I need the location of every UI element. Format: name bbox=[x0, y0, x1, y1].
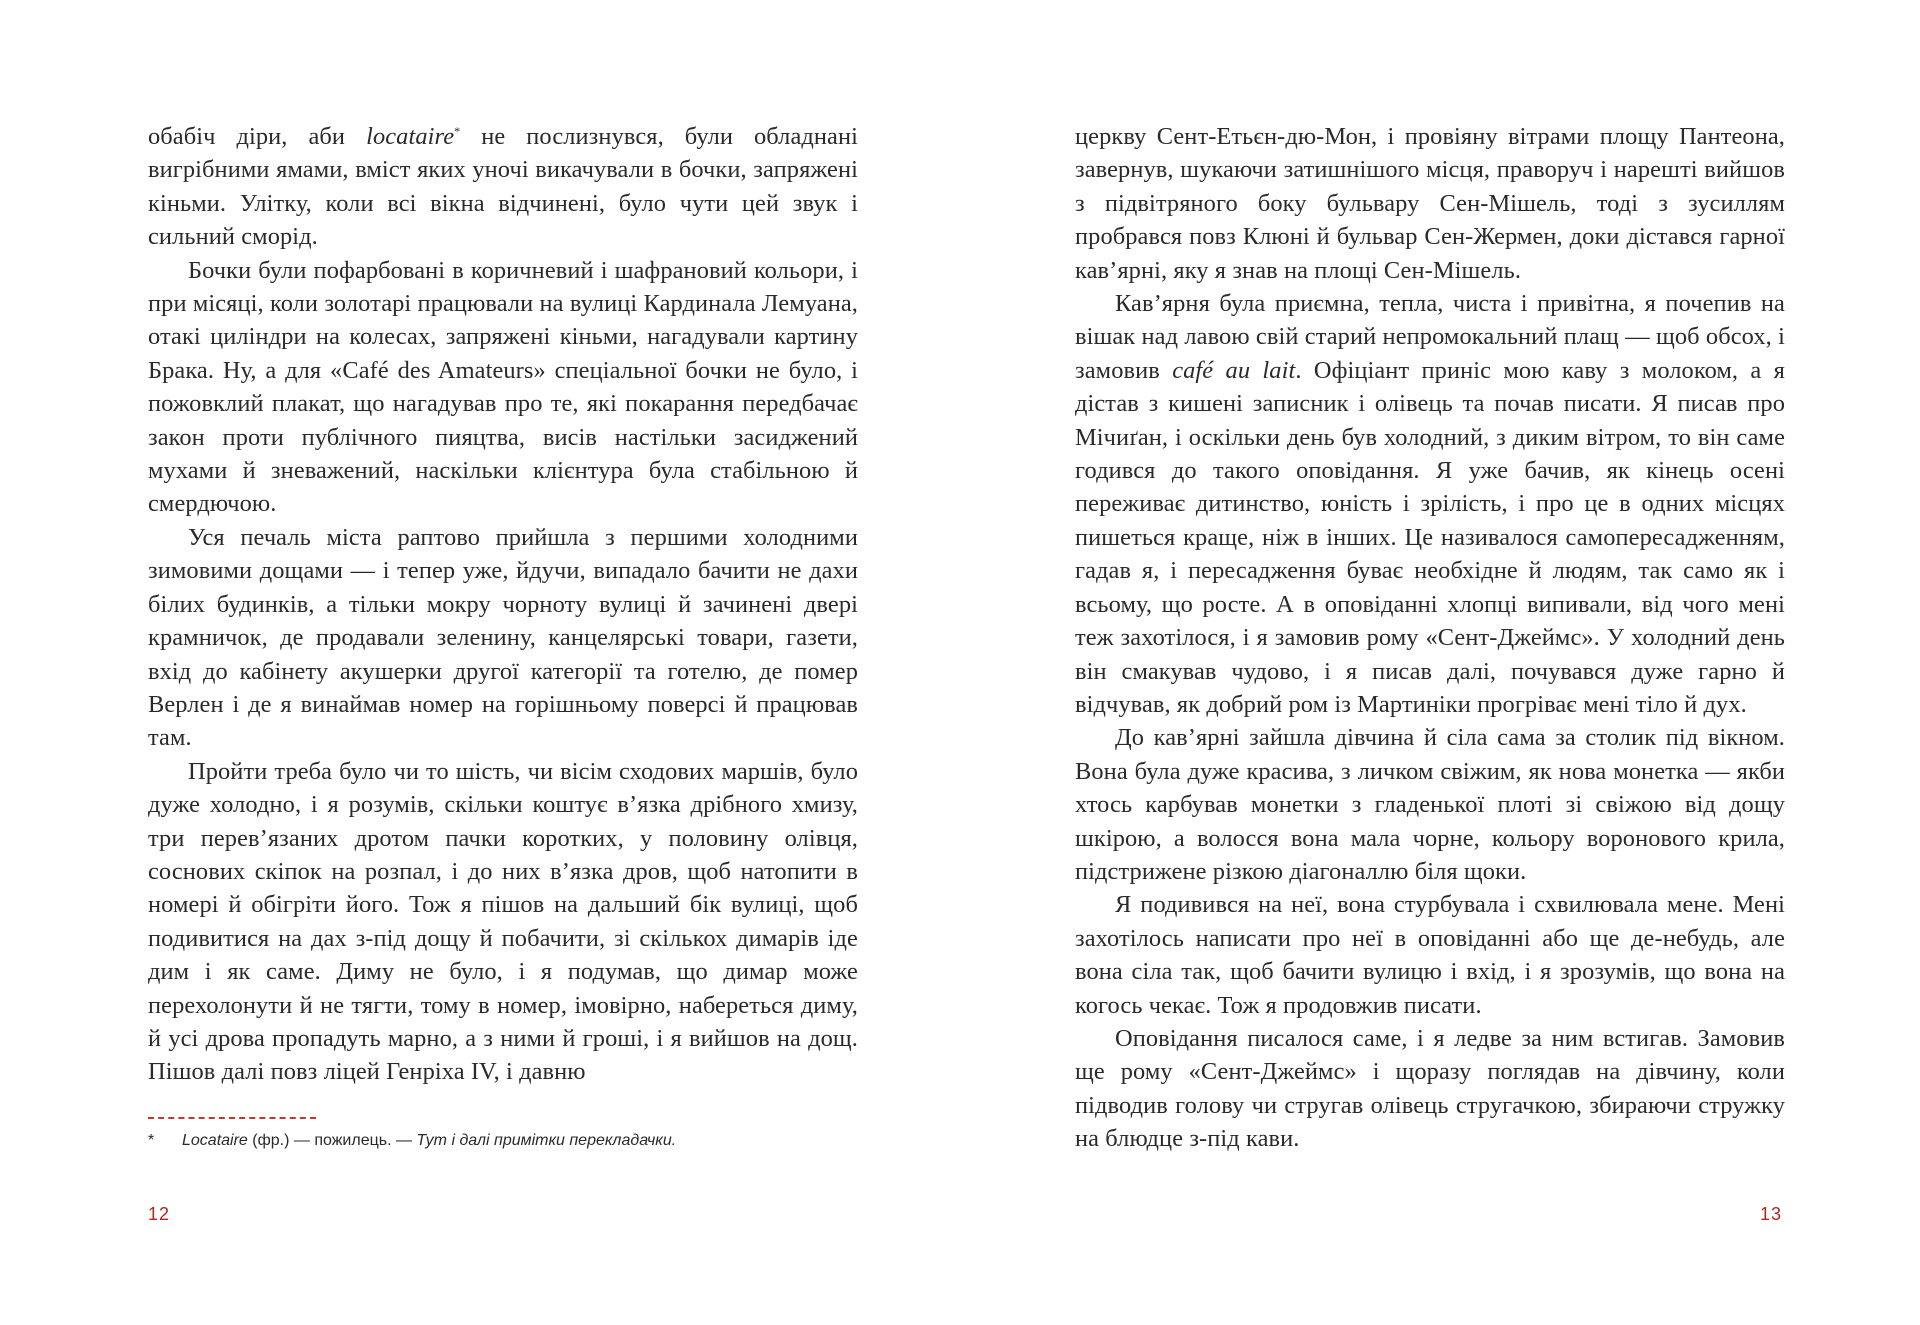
paragraph-text: не послизнувся, були обладнані вигрібними ямами, вміст яких уночі викачували в бочки, запряжені кіньми. Улітку, коли всі вікна відчинені, було чути цей звук і сильний сморід. bbox=[148, 123, 858, 251]
page-number-right: 13 bbox=[1760, 1204, 1783, 1224]
italic-text: café au lait bbox=[1172, 356, 1296, 384]
paragraph-text: обабіч діри, аби bbox=[148, 123, 367, 150]
paragraph bbox=[1075, 120, 1785, 287]
paragraph-text: До кав’ярні зайшла дівчина й сіла сама за столик під вікном. Вона була дуже красива, з личком свіжим, як нова монетка — якби хтось карбував монетки з гладенької плоті зі свіжою від дощу шкірою, а волосся вона мала чорне, кольору воронового крила, підстрижене різкою діагоналлю біля щоки. bbox=[1075, 724, 1785, 885]
paragraph bbox=[148, 521, 858, 755]
paragraph-text: Бочки були пофарбовані в коричневий і шафрановий кольори, і при місяці, коли золотарі працювали на вулиці Кардинала Лемуана, отакі циліндри на колесах, запряжені кіньми, нагадували картину Брака. Ну, а для «Café des Amateurs» спеціальної бочки не було, і пожовклий плакат, що нагадував про те, які покарання передбачає закон проти публічного пияцтва, висів настільки засиджений мухами й зневажений, наскільки клієнтура була стабільною й смердючою. bbox=[148, 256, 858, 518]
paragraph bbox=[148, 254, 858, 521]
paragraph-text: церкву Сент-Етьєн-дю-Мон, і провіяну вітрами площу Пантеона, завернув, шукаючи затишнішого місця, праворуч і нарешті вийшов з підвітряного боку бульвару Сен-Мішель, тоді з зусиллям пробрався повз Клюні й бульвар Сен-Жермен, доки дістався гарної кав’ярні, яку я знав на площі Сен-Мішель. bbox=[1075, 123, 1785, 284]
paragraph-text: . Офіціант приніс мою каву з молоком, а я дістав з кишені записник і олівець та почав писати. Я писав про Мічиґан, і оскільки день був холодний, з диким вітром, то він саме годився до такого оповідання. Я уже бачив, як кінець осені переживає дитинство, юність і зрілість, і про це в одних місцях пишеться краще, ніж в інших. Це називалося самопересадженням, гадав я, і пересадження буває необхідне й людям, так само як і всьому, що росте. А в оповіданні хлопці випивали, від чого мені теж захотілося, і я замовив рому «Сент-Джеймс». У холодний день він смакував чудово, і я писав далі, почувався дуже гарно й відчував, як добрий ром із Мартиніки прогріває мені тіло й дух. bbox=[1075, 356, 1785, 718]
footnote-term: Locataire bbox=[182, 1132, 248, 1149]
page-number-left: 12 bbox=[148, 1204, 171, 1224]
paragraph-text: Я подивився на неї, вона стурбувала і схвилювала мене. Мені захотілось написати про неї в оповіданні або ще де-небудь, але вона сіла так, щоб бачити вулицю і вхід, і я зрозумів, що вона на когось чекає. Тож я продовжив писати. bbox=[1075, 891, 1785, 1019]
paragraph bbox=[1075, 721, 1785, 888]
left-page-text bbox=[148, 120, 858, 1089]
paragraph-text: Оповідання писалося саме, і я ледве за ним встигав. Замовив ще рому «Сент-Джеймс» і щоразу поглядав на дівчину, коли підводив голову чи стругав олівець стругачкою, збираючи стружку на блюдце з-під кави. bbox=[1075, 1024, 1785, 1153]
footnote-note: Тут і далі примітки перекладачки. bbox=[416, 1132, 677, 1149]
footnote-reference: * bbox=[454, 123, 461, 138]
footnote-lang: (фр.) — пожилець. — bbox=[247, 1132, 417, 1149]
italic-text: locataire bbox=[366, 123, 455, 150]
paragraph bbox=[1075, 888, 1785, 1022]
paragraph bbox=[1075, 1022, 1785, 1156]
paragraph bbox=[1075, 287, 1785, 721]
right-page-text bbox=[1075, 120, 1785, 1156]
right-page bbox=[960, 0, 1920, 1325]
paragraph-text: Уся печаль міста раптово прийшла з першими холодними зимовими дощами — і тепер уже, йдучи, випадало бачити не дахи білих будинків, а тільки мокру чорноту вулиці й зачинені двері крамничок, де продавали зеленину, канцелярські товари, газети, вхід до кабінету акушерки другої категорії та готелю, де помер Верлен і де я винаймав номер на горішньому поверсі й працював там. bbox=[148, 523, 858, 752]
footnote bbox=[148, 1130, 858, 1152]
footnote-mark: * bbox=[148, 1132, 155, 1149]
footnote-separator bbox=[148, 1117, 316, 1119]
paragraph bbox=[148, 755, 858, 1089]
paragraph bbox=[148, 120, 858, 254]
paragraph-text: Кав’ярня була приємна, тепла, чиста і привітна, я почепив на вішак над лавою свій старий непромокальний плащ — щоб обсох, і замовив bbox=[1075, 290, 1785, 384]
paragraph-text: Пройти треба було чи то шість, чи вісім сходових маршів, було дуже холодно, і я розумів, скільки коштує в’язка дрібного хмизу, три перев’язаних дротом пачки коротких, у половину олівця, соснових скіпок на розпал, і до них в’язка дров, щоб натопити в номері й обігріти його. Тож я пішов на дальший бік вулиці, щоб подивитися на дах з-під дощу й побачити, зі скількох димарів іде дим і як саме. Диму не було, і я подумав, що димар може перехолонути й не тягти, тому в номер, імовірно, набереться диму, й усі дрова пропадуть марно, а з ними й гроші, і я вийшов на дощ. Пішов далі повз ліцей Генріха IV, і давню bbox=[148, 757, 858, 1086]
